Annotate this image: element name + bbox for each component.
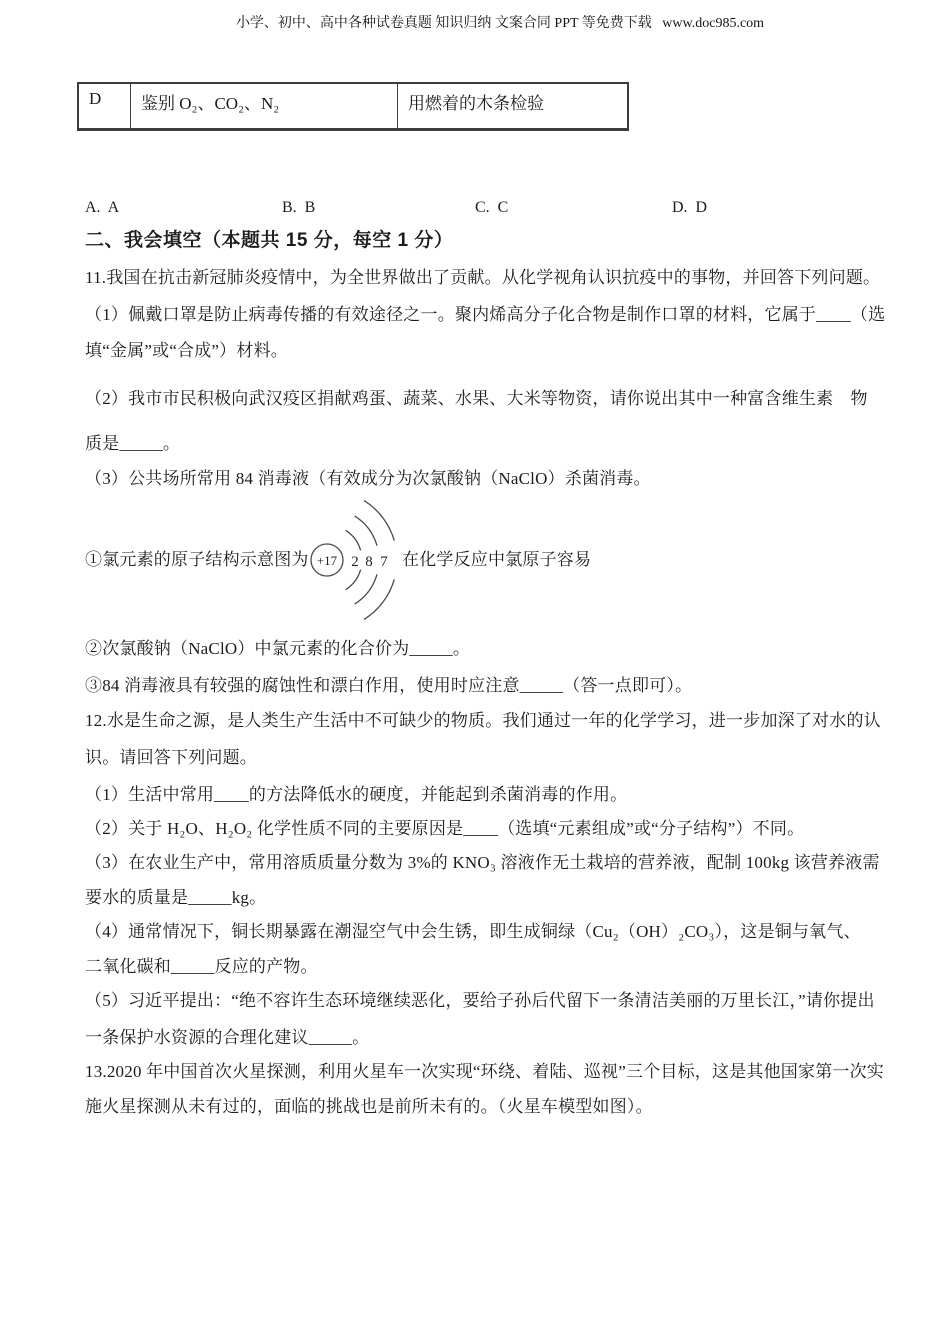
q11-stem: 11.我国在抗击新冠肺炎疫情中，为全世界做出了贡献。从化学视角认识抗疫中的事物，并回答下列问题。 (85, 268, 881, 287)
q11-sub1-text-left: ①氯元素的原子结构示意图为 (85, 550, 309, 569)
table-cell-task: 鉴别 O₂、CO₂、N₂ (131, 83, 398, 130)
table-cell-option-letter: D (78, 83, 131, 130)
shell-arc-2-upper (355, 516, 377, 546)
choice-option-c: C. C (475, 199, 509, 216)
answer-table (77, 82, 629, 131)
shell-electron-count-1: 2 (351, 554, 359, 570)
q11-part2-line2: 质是_____。 (85, 434, 181, 453)
q11-sub3: ③84 消毒液具有较强的腐蚀性和漂白作用，使用时应注意_____（答一点即可）。 (85, 676, 693, 695)
q12-part5-line1: （5）习近平提出：“绝不容许生态环境继续恶化，要给子孙后代留下一条清洁美丽的万里长江，”请你提出 (85, 991, 875, 1010)
choice-option-d: D. D (672, 199, 708, 216)
q13-stem-line1: 13.2020 年中国首次火星探测，利用火星车一次实现“环绕、着陆、巡视”三个目标，这是其他国家第一次实 (85, 1062, 884, 1081)
table-row (78, 83, 628, 130)
q11-sub1-text-right: 在化学反应中氯原子容易 (402, 550, 592, 569)
q12-stem-line1: 12.水是生命之源，是人类生产生活中不可缺少的物质。我们通过一年的化学学习，进一步加深了对水的认 (85, 711, 881, 730)
q11-part2-line1: （2）我市市民积极向武汉疫区捐献鸡蛋、蔬菜、水果、大米等物资，请你说出其中一种富含维生素 物 (85, 389, 868, 408)
q11-sub2: ②次氯酸钠（NaClO）中氯元素的化合价为_____。 (85, 639, 471, 658)
q11-part1-line2: 填“金属”或“合成”）材料。 (85, 341, 288, 360)
q12-part4-line2: 二氧化碳和_____反应的产物。 (85, 957, 318, 976)
q12-part4-line1: （4）通常情况下，铜长期暴露在潮湿空气中会生锈，即生成铜绿（Cu₂（OH）₂CO₃），这是铜与氧气、 (85, 922, 861, 941)
q11-part3: （3）公共场所常用 84 消毒液（有效成分为次氯酸钠（NaClO）杀菌消毒。 (85, 469, 651, 488)
q12-part1: （1）生活中常用____的方法降低水的硬度，并能起到杀菌消毒的作用。 (85, 785, 628, 804)
q12-part3-line1: （3）在农业生产中，常用溶质质量分数为 3%的 KNO₃ 溶液作无土栽培的营养液，配制 100kg 该营养液需 (85, 853, 880, 872)
q12-part2: （2）关于 H₂O、H₂O₂ 化学性质不同的主要原因是____（选填“元素组成”或“分子结构”）不同。 (85, 819, 805, 838)
q12-stem-line2: 识。请回答下列问题。 (85, 748, 257, 767)
table-cell-method: 用燃着的木条检验 (398, 83, 629, 130)
shell-arc-2-lower (355, 574, 377, 604)
shell-electron-count-2: 8 (365, 554, 373, 570)
q12-part5-line2: 一条保护水资源的合理化建议_____。 (85, 1028, 370, 1047)
choice-option-a: A. A (85, 199, 120, 216)
shell-arc-1-upper (346, 530, 361, 550)
atom-structure-diagram (296, 485, 426, 640)
shell-arc-3-upper (364, 501, 394, 541)
choice-option-b: B. B (282, 199, 316, 216)
nucleus-charge: +17 (316, 553, 338, 568)
shell-arc-3-lower (364, 579, 394, 619)
shell-arc-1-lower (346, 570, 361, 590)
q12-part3-line2: 要水的质量是_____kg。 (85, 888, 267, 907)
q13-stem-line2: 施火星探测从未有过的，面临的挑战也是前所未有的。（火星车模型如图）。 (85, 1097, 653, 1116)
q11-part1-line1: （1）佩戴口罩是防止病毒传播的有效途径之一。聚内烯高分子化合物是制作口罩的材料，它属于____（选 (85, 305, 886, 324)
site-header-text: 小学、初中、高中各种试卷真题 知识归纳 文案合同 PPT 等免费下载 www.doc985.com (235, 16, 765, 31)
shell-electron-count-3: 7 (380, 554, 388, 570)
section-title: 二、我会填空（本题共 15 分，每空 1 分） (85, 230, 454, 251)
